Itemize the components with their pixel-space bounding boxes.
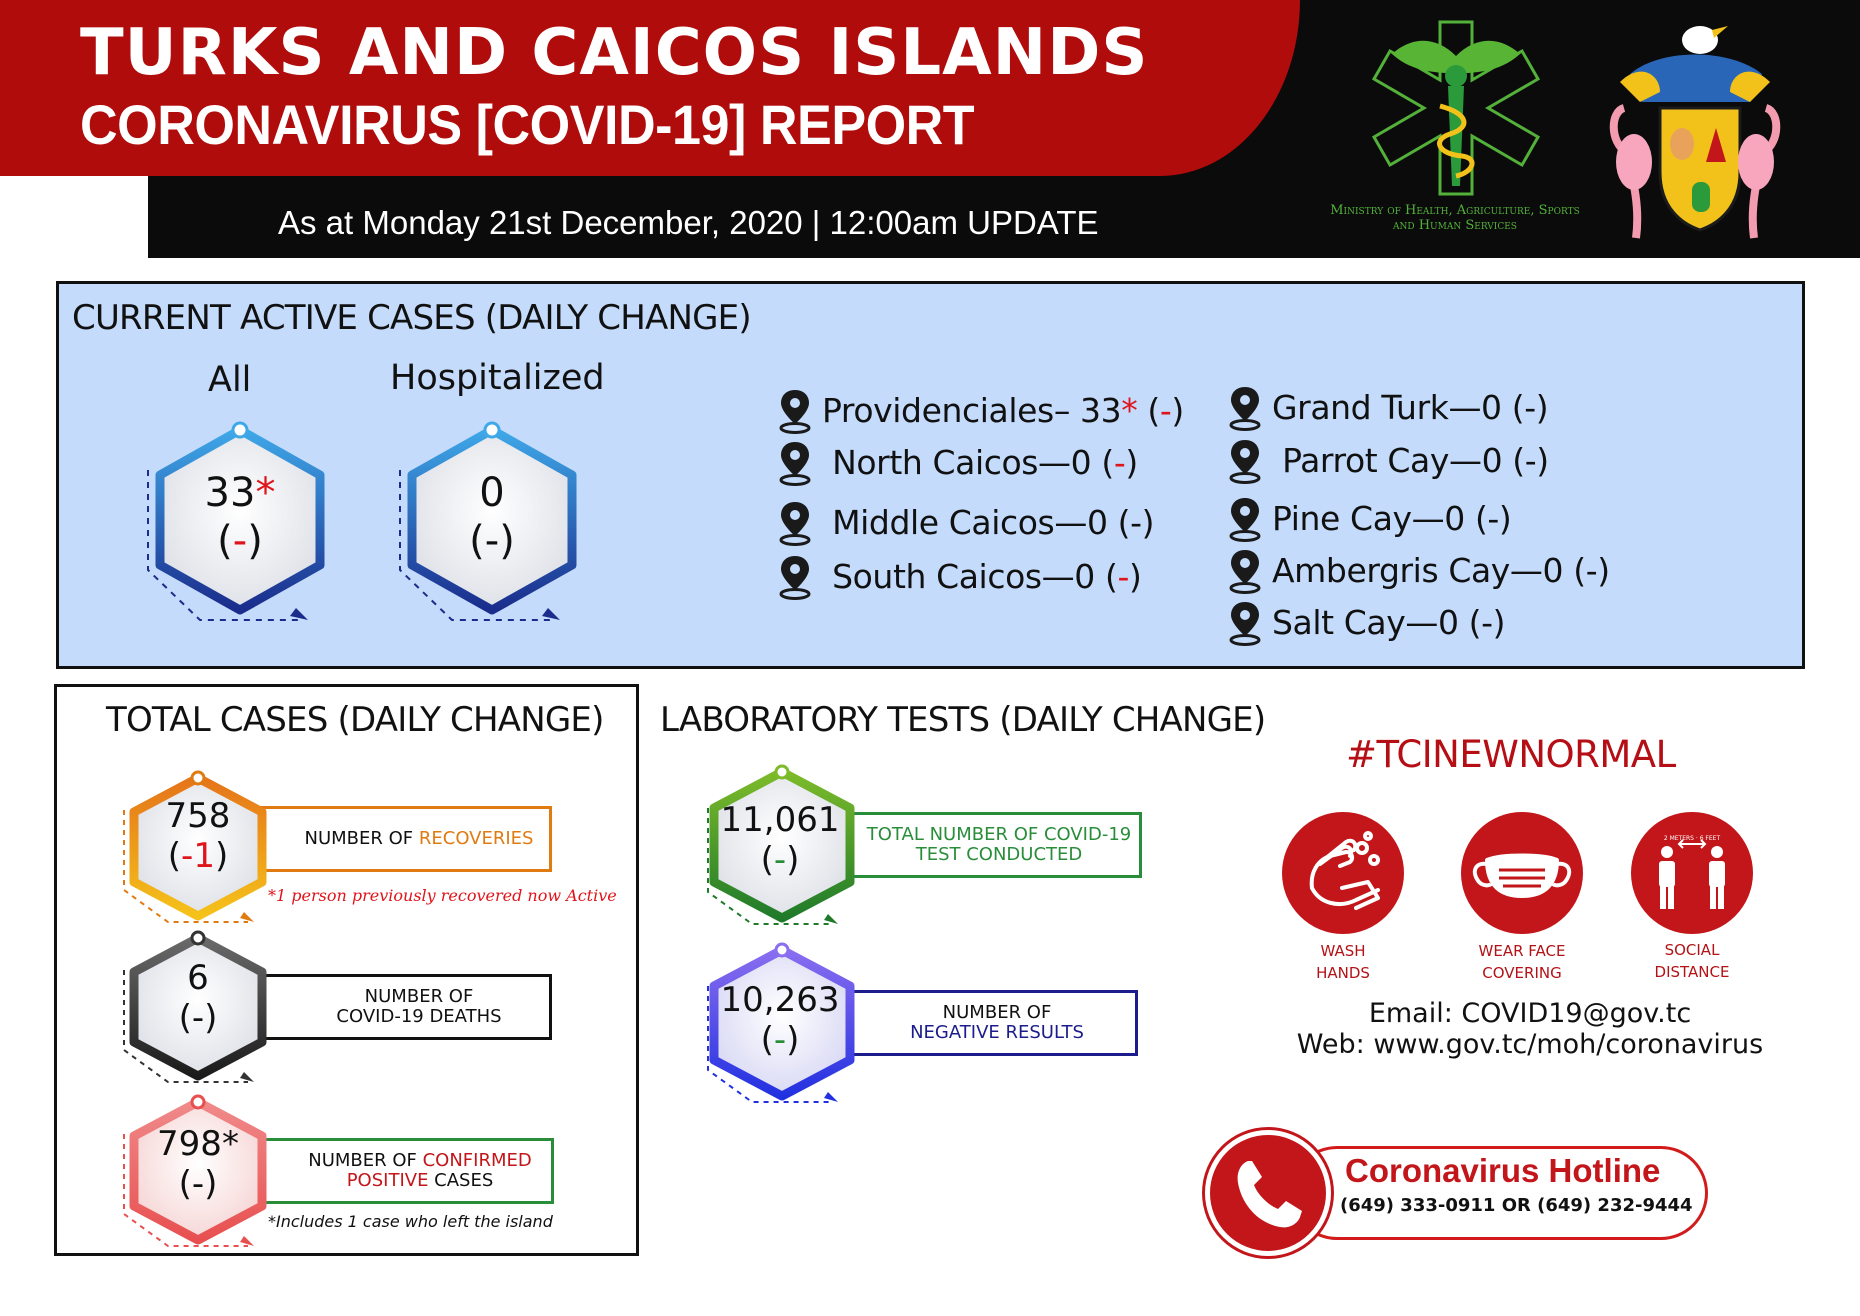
- recoveries-hexagon: 758 (-1): [118, 770, 274, 930]
- wash-hands-icon: [1282, 812, 1404, 934]
- active-hospitalized-change: (-): [469, 518, 515, 564]
- map-pin-icon: [1228, 600, 1262, 646]
- confirmed-label: NUMBER OF CONFIRMED POSITIVE CASES: [252, 1138, 554, 1204]
- page-title: TURKS AND CAICOS ISLANDS: [80, 16, 1149, 90]
- new-normal-hashtag: #TCINEWNORMAL: [1346, 733, 1676, 776]
- hotline-numbers[interactable]: (649) 333-0911 OR (649) 232-9444: [1340, 1195, 1693, 1216]
- negative-results-hexagon: 10,263 (-): [702, 942, 858, 1112]
- active-hospitalized-hexagon: [392, 420, 592, 630]
- email-text[interactable]: Email: COVID19@gov.tc: [1368, 998, 1692, 1029]
- wash-hands-label: WASH HANDS: [1316, 942, 1370, 982]
- confirmed-hexagon: [118, 1094, 274, 1254]
- active-all-star: *: [255, 470, 276, 516]
- all-label: All: [208, 360, 252, 400]
- confirmed-change: (-): [178, 1164, 218, 1204]
- deaths-change: (-): [178, 998, 218, 1038]
- active-all-value: 33: [204, 470, 256, 516]
- location-middle-caicos: Middle Caicos—0 (-): [778, 500, 1154, 546]
- wear-face-covering-label: WEAR FACE COVERING: [1478, 942, 1566, 982]
- coat-of-arms-icon: [1600, 12, 1790, 248]
- tests-conducted-label: TOTAL NUMBER OF COVID-19 TEST CONDUCTED: [836, 812, 1142, 878]
- deaths-hexagon: [118, 930, 274, 1090]
- active-cases-title: CURRENT ACTIVE CASES (DAILY CHANGE): [72, 298, 751, 338]
- map-pin-icon: [778, 440, 812, 486]
- confirmed-note: *Includes 1 case who left the island: [268, 1212, 553, 1231]
- tests-conducted-value: 11,061: [720, 800, 840, 840]
- web-text[interactable]: Web: www.gov.tc/moh/coronavirus: [1296, 1029, 1764, 1060]
- ministry-name: Ministry of Health, Agriculture, Sports and Human Services: [1330, 203, 1580, 233]
- location-providenciales: Providenciales– 33* (-): [778, 388, 1184, 434]
- page-subtitle: CORONAVIRUS [COVID-19] REPORT: [80, 93, 975, 156]
- map-pin-icon: [778, 554, 812, 600]
- recoveries-value: 758: [165, 796, 231, 836]
- deaths-value: 6: [187, 958, 209, 998]
- location-salt-cay: Salt Cay—0 (-): [1228, 600, 1505, 646]
- location-north-caicos: North Caicos—0 (-): [778, 440, 1138, 486]
- map-pin-icon: [778, 500, 812, 546]
- social-distance-icon: [1631, 812, 1753, 934]
- active-all-hexagon: 33* (-): [140, 420, 340, 630]
- face-mask-icon: [1461, 812, 1583, 934]
- hospitalized-label: Hospitalized: [390, 358, 605, 398]
- location-parrot-cay: Parrot Cay—0 (-): [1228, 438, 1549, 484]
- social-distance-label: SOCIAL DISTANCE: [1654, 941, 1730, 981]
- map-pin-icon: [1228, 496, 1262, 542]
- negative-results-label: NUMBER OF NEGATIVE RESULTS: [836, 990, 1138, 1056]
- recoveries-note: *1 person previously recovered now Active: [268, 886, 617, 905]
- total-cases-title: TOTAL CASES (DAILY CHANGE): [106, 700, 604, 740]
- deaths-label: NUMBER OF COVID-19 DEATHS: [252, 974, 552, 1040]
- location-grand-turk: Grand Turk—0 (-): [1228, 385, 1548, 431]
- active-hospitalized-value: 0: [479, 470, 505, 516]
- map-pin-icon: [1228, 385, 1262, 431]
- update-date: As at Monday 21st December, 2020 | 12:00am UPDATE: [278, 204, 1099, 241]
- location-pine-cay: Pine Cay—0 (-): [1228, 496, 1511, 542]
- ministry-logo-icon: [1352, 16, 1560, 200]
- map-pin-icon: [1228, 548, 1262, 594]
- map-pin-icon: [1228, 438, 1262, 484]
- recoveries-change: -1: [181, 836, 215, 876]
- lab-tests-title: LABORATORY TESTS (DAILY CHANGE): [660, 700, 1266, 740]
- contact-info: [1290, 998, 1770, 1060]
- hotline-title: Coronavirus Hotline: [1345, 1152, 1661, 1189]
- phone-icon: [1205, 1130, 1331, 1256]
- svg-text:2 METERS · 6 FEET: 2 METERS · 6 FEET: [1663, 835, 1721, 842]
- location-south-caicos: South Caicos—0 (-): [778, 554, 1141, 600]
- tests-conducted-hexagon: 11,061 (-): [702, 764, 858, 934]
- map-pin-icon: [778, 388, 812, 434]
- negative-results-value: 10,263: [720, 980, 840, 1020]
- confirmed-value: 798*: [157, 1124, 239, 1164]
- recoveries-label: NUMBER OF RECOVERIES: [252, 806, 552, 872]
- location-ambergris-cay: Ambergris Cay—0 (-): [1228, 548, 1610, 594]
